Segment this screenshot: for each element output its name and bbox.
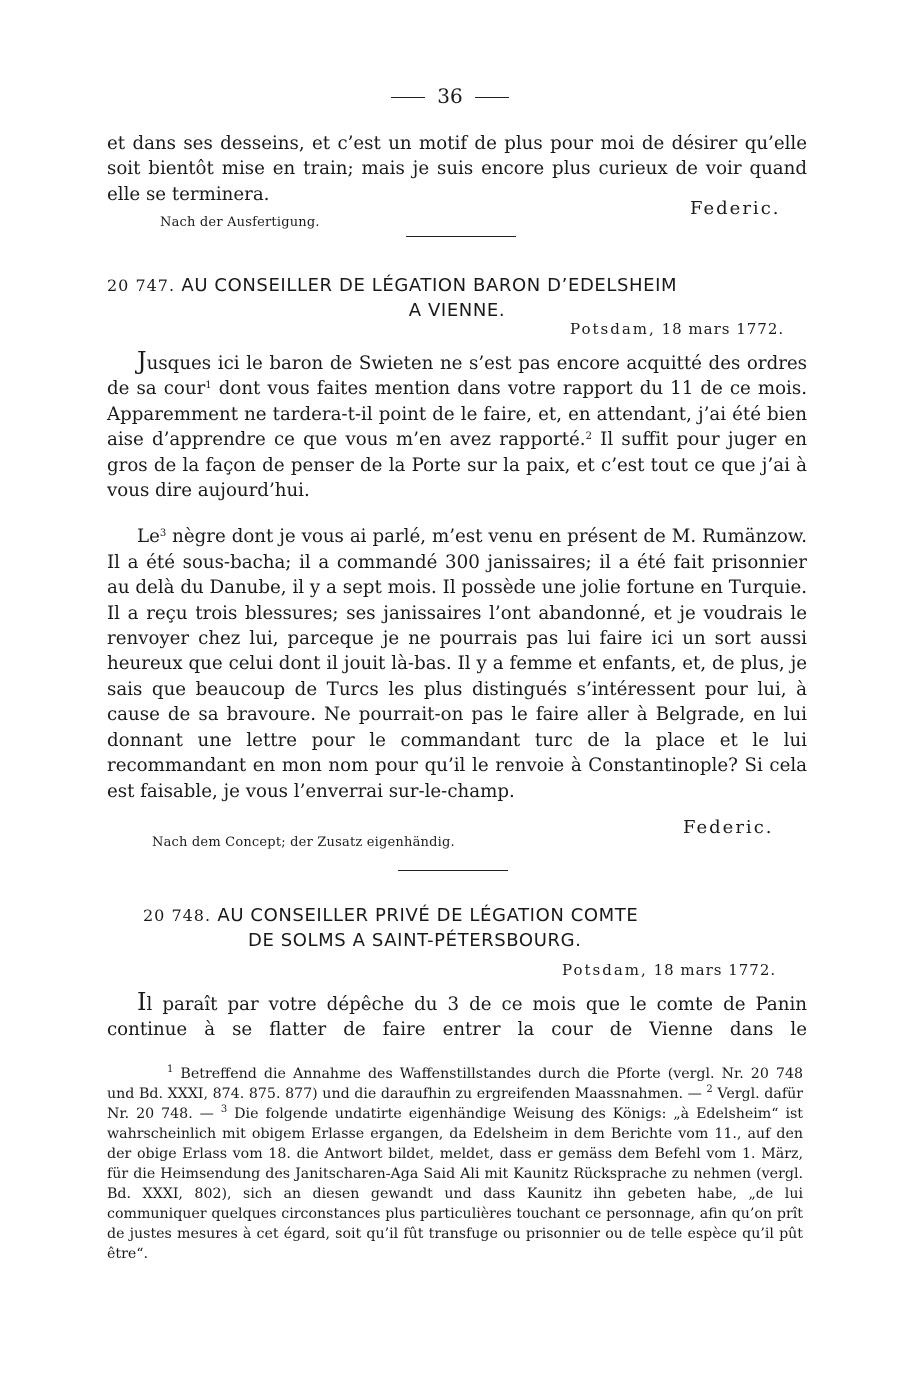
section-divider-1 <box>406 236 516 237</box>
letter-20747-p1-text-3: Il suffit pour juger en gros de la façon de penser de la Porte sur la paix, et c’est tout ce que j’ai à vous dire aujourd’hui. <box>107 429 807 502</box>
footnote-1-mark: 1 <box>167 1064 174 1075</box>
footnote-ref-3: 3 <box>159 528 167 540</box>
letter-20747-p1-text-1: usques ici le baron de Swieten ne s’est pas encore acquitté des ordres de sa cour <box>107 353 807 400</box>
letter-20748-paragraph-1 <box>107 990 807 1043</box>
page-number-dash-left <box>391 97 425 98</box>
letter-20748-body <box>107 990 807 1043</box>
footnote-1-text: Betreffend die Annahme des Waffenstillstandes durch die Pforte (vergl. Nr. 20 748 und Bd. XXXI, 874. 875. 877) und die daraufhin zu ergreifenden Maassnahmen. — <box>107 1066 803 1102</box>
letter-20748-title-line2: DE SOLMS A SAINT-PÉTERSBOURG. <box>248 930 582 951</box>
letter-20748-heading <box>143 903 783 953</box>
letter-20747-title: AU CONSEILLER DE LÉGATION BARON D’EDELSHEIM <box>181 275 678 296</box>
letter-20748-title-line1 <box>143 903 783 928</box>
page-number-line <box>0 84 900 108</box>
section-divider-2 <box>398 870 508 871</box>
letter-20748-date: 18 mars 1772. <box>653 961 777 979</box>
continuation-paragraph: et dans ses desseins, et c’est un motif de plus pour moi de désirer qu’elle soit bientôt mise en train; mais je suis encore plus curieux de voir quand elle se terminera. <box>107 133 807 205</box>
letter-20747-source-note: Nach dem Concept; der Zusatz eigenhändig. <box>152 835 455 850</box>
page-number-dash-right <box>475 97 509 98</box>
footnotes-block <box>107 1064 803 1264</box>
page-number: 36 <box>437 84 463 108</box>
letter-20747-title-line1 <box>107 273 807 298</box>
letter-20748-title: AU CONSEILLER PRIVÉ DE LÉGATION COMTE <box>217 905 639 926</box>
continuation-source-note: Nach der Ausfertigung. <box>160 215 320 230</box>
letter-20748-number: 20 748. <box>143 906 212 925</box>
footnote-3-text: Die folgende undatirte eigenhändige Weisung des Königs: „à Edelsheim“ ist wahrscheinlich mit obigem Erlasse ergangen, da Edelsheim in dem Berichte vom 11., auf den der obige Erlass vom 18. die Antwort bildet, meldet, dass er gemäss dem Befehl vom 1. März, für die Heimsendung des Janitscharen-Aga Said Ali mit Kaunitz Rücksprache zu nehmen (vergl. Bd. XXXI, 802), sich an diesen gewandt und dass Kaunitz ihn gebeten habe, „de lui communiquer quelques circonstances plus particulières touchant ce personnage, afin qu’on prît de justes mesures à cet égard, soit qu’il fût transfuge ou prisonnier ou de telle espèce qu’il pût être“. <box>107 1106 803 1262</box>
footnote-ref-1: 1 <box>205 380 212 392</box>
letter-20747-date-place: Potsdam, <box>570 320 656 338</box>
footnote-1 <box>107 1064 803 1264</box>
letter-20747-paragraph-2 <box>107 524 807 803</box>
letter-20747-dateline <box>570 320 784 338</box>
letter-20747-p1-text-2: dont vous faites mention dans votre rapport du 11 de ce mois. Apparemment ne tardera-t-il point de le faire, et, en attendant, j’ai été bien aise d’apprendre ce que vous m’en avez rapporté. <box>107 378 807 451</box>
letter-20747-p2-text-1: Le <box>137 526 160 548</box>
footnote-2-mark: 2 <box>706 1084 713 1095</box>
continuation-text-block <box>107 131 807 207</box>
letter-20748-initial: I <box>137 988 147 1016</box>
footnote-2-text: Vergl. dafür Nr. 20 748. — <box>107 1086 803 1122</box>
letter-20747-title-line2: A VIENNE. <box>408 300 506 321</box>
letter-20747-number: 20 747. <box>107 276 176 295</box>
letter-20748-dateline <box>562 961 776 979</box>
letter-20747-initial: J <box>137 347 147 375</box>
letter-20747-paragraph-1 <box>107 349 807 503</box>
footnote-ref-2: 2 <box>585 431 592 443</box>
letter-20747-body <box>107 349 807 804</box>
footnote-3-mark: 3 <box>220 1104 228 1115</box>
letter-20748-date-place: Potsdam, <box>562 961 648 979</box>
letter-20748-p1-text: l paraît par votre dépêche du 3 de ce mois que le comte de Panin continue à se flatter de faire entrer la cour de Vienne dans le <box>107 994 807 1041</box>
letter-20747-date: 18 mars 1772. <box>661 320 785 338</box>
continuation-signature: Federic. <box>690 198 781 219</box>
letter-20747-p2-text-2: nègre dont je vous ai parlé, m’est venu en présent de M. Rumänzow. Il a été sous-bacha; il a commandé 300 janissaires; il a été fait prisonnier au delà du Danube, il y a sept mois. Il possède une jolie fortune en Turquie. Il a reçu trois blessures; ses janissaires l’ont abandonné, et je voudrais le renvoyer chez lui, parceque je ne pourrais pas lui faire ici un sort aussi heureux que celui dont il jouit là-bas. Il y a femme et enfants, et, de plus, je sais que beaucoup de Turcs les plus distingués s’intéressent pour lui, à cause de sa bravoure. Ne pourrait-on pas le faire aller à Belgrade, en lui donnant une lettre pour le commandant turc de la place et le lui recommandant en mon nom pour qu’il le renvoie à Constantinople? Si cela est faisable, je vous l’enverrai sur-le-champ. <box>107 526 807 802</box>
letter-20747-heading <box>107 273 807 323</box>
letter-20747-signature: Federic. <box>683 817 774 838</box>
